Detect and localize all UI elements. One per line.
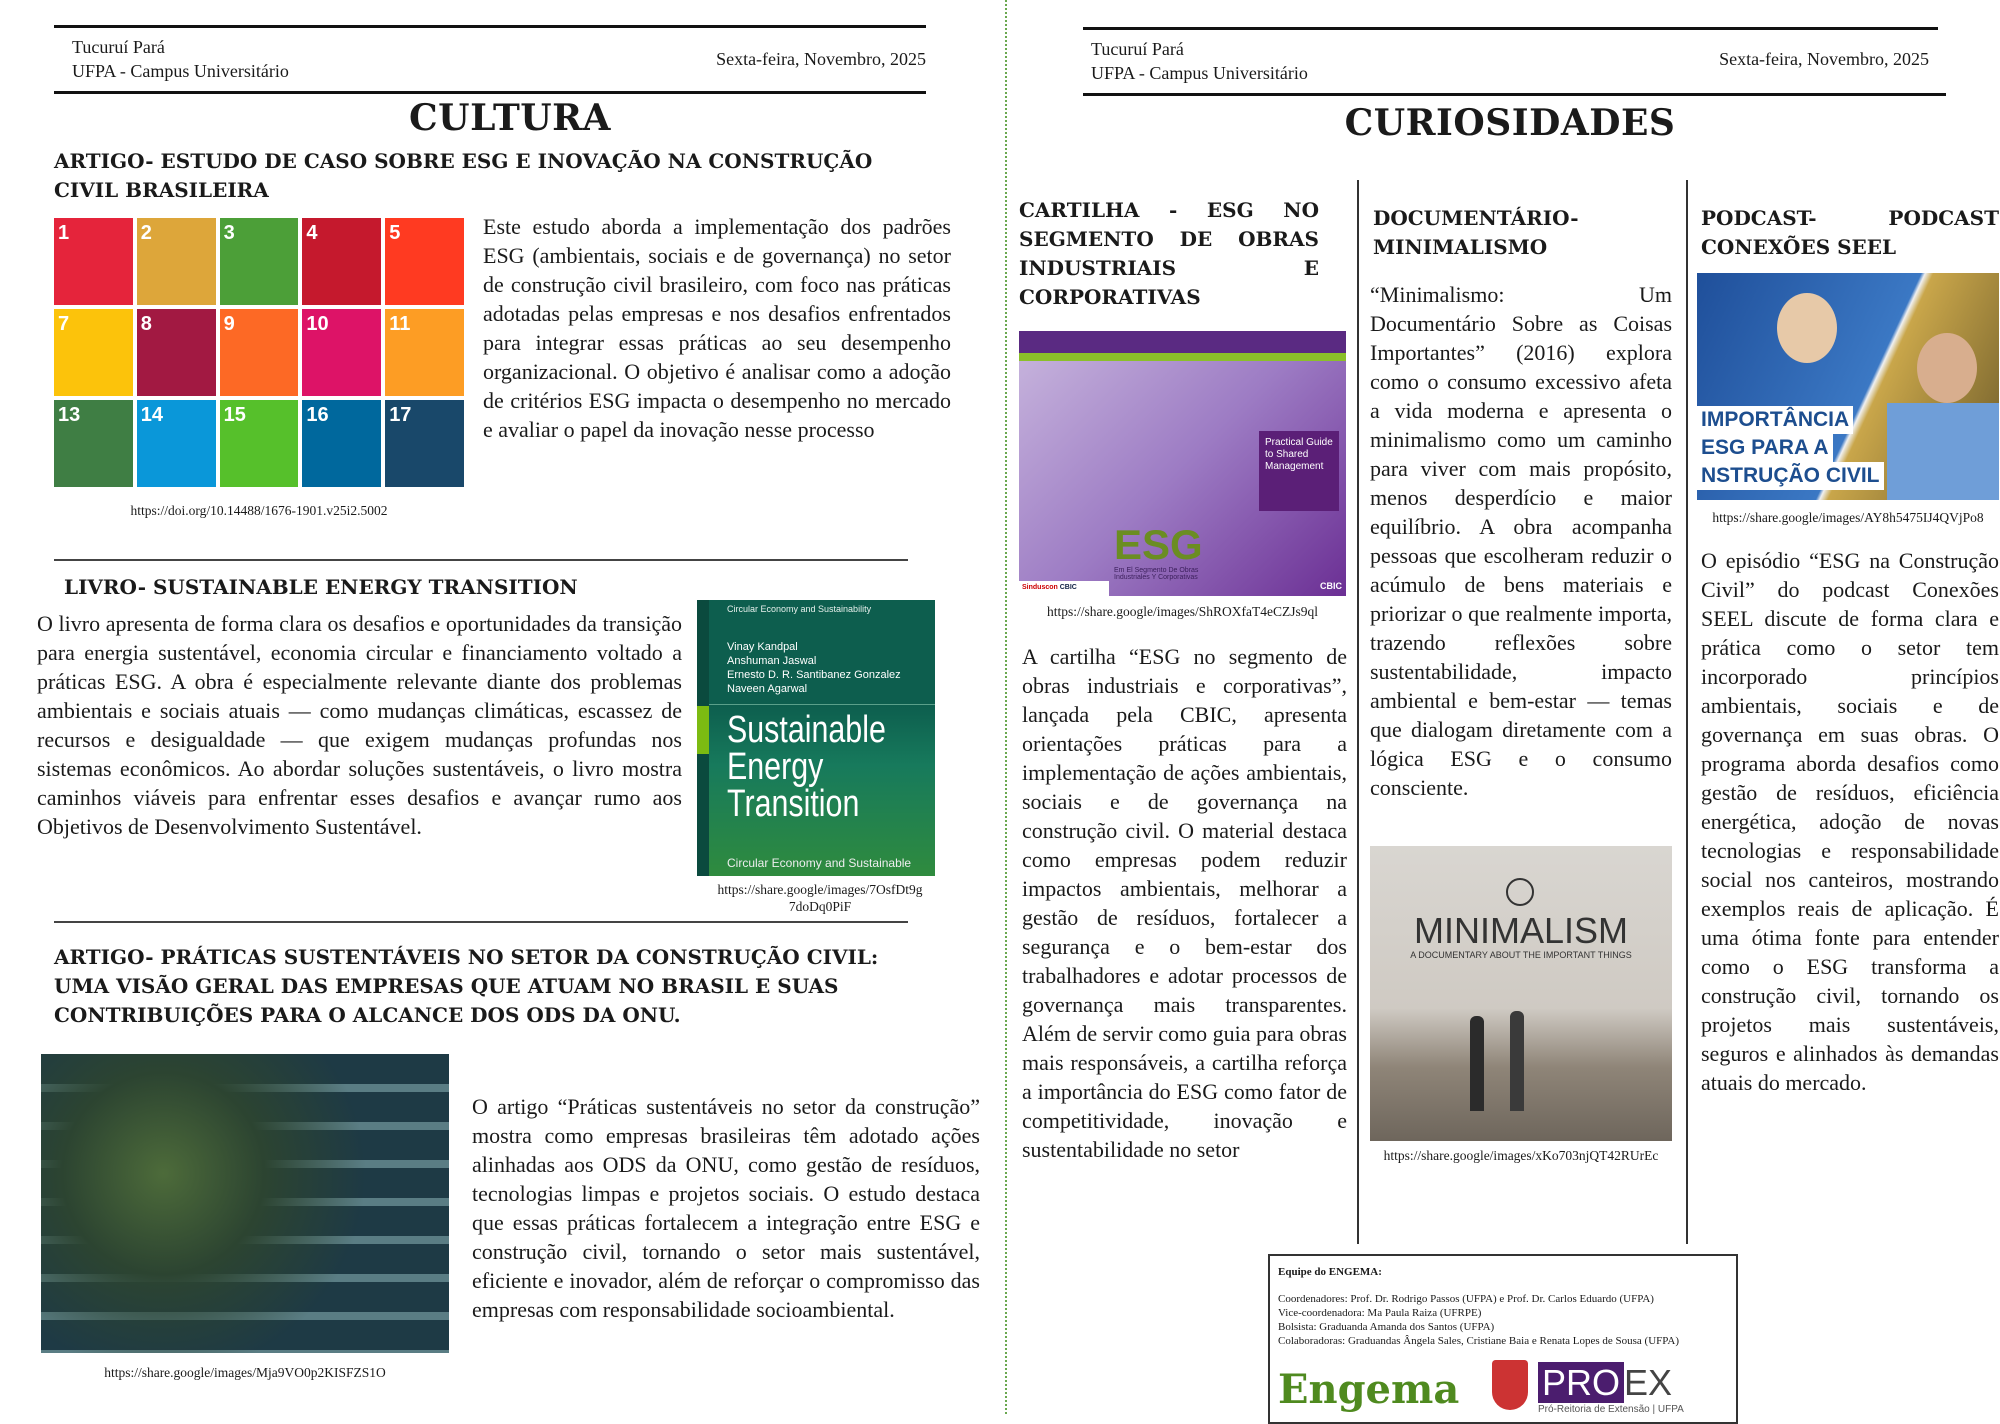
article2-body: O artigo “Práticas sustentáveis no setor da construção” mostra como empresas brasileiras têm adotado ações alinhadas aos ODS da ONU, como gestão de resíduos, tecnologias limpas e projetos sociais. O estudo destaca que essas práticas fortalecem a integração entre ESG e construção civil, tornando o setor mais sustentável, eficiente e inovador, além de reforçar o compromisso das empresas com responsabilidade socioambiental. <box>472 1094 980 1322</box>
sdg-tile: 11 <box>385 309 464 396</box>
book-link[interactable]: https://share.google/images/7OsfDt9g7doDq0PiF <box>717 882 923 914</box>
header-top-rule <box>54 25 926 28</box>
header-location <box>72 35 289 83</box>
section-divider <box>54 559 908 561</box>
page-divider <box>1005 0 1007 1414</box>
section-divider <box>54 921 908 923</box>
esg-cartilha-cover <box>1019 331 1346 596</box>
header-campus: UFPA - Campus Universitário <box>72 61 289 81</box>
ufpa-crest-logo <box>1492 1360 1528 1410</box>
book-authors: Vinay Kandpal Anshuman Jaswal Ernesto D. R. Santibanez Gonzalez Naveen Agarwal <box>727 641 901 695</box>
column-divider <box>1357 180 1359 1244</box>
header-bottom-rule <box>54 91 926 94</box>
book-subtitle: Circular Economy and Sustainable <box>727 856 912 870</box>
sdg-tile: 5 <box>385 218 464 305</box>
minimalism-tagline: A DOCUMENTARY ABOUT THE IMPORTANT THINGS <box>1410 950 1632 960</box>
sdg-tile: 13 <box>54 400 133 487</box>
sdg-tile: 8 <box>137 309 216 396</box>
cartilha-link[interactable]: https://share.google/images/ShROXfaT4eCZJs9ql <box>1046 604 1319 619</box>
sdg-tile: 3 <box>220 218 299 305</box>
sdg-tile: 9 <box>220 309 299 396</box>
team-footer-box <box>1268 1254 1738 1424</box>
documentary-body: “Minimalismo: Um Documentário Sobre as Coisas Importantes” (2016) explora como o consumo excessivo afeta a vida moderna e apresenta o minimalismo como um caminho para viver com mais propósito, menos desperdício e maior equilíbrio. A obra acompanha pessoas que escolheram reduzir o acúmulo de bens materiais e priorizar o que realmente importa, trazendo reflexões sobre sustentabilidade, impacto ambiental e bem-estar — temas que dialogam diretamente com a lógica ESG e o consumo consciente. <box>1370 282 1672 800</box>
article2-link[interactable]: https://share.google/images/Mja9VO0p2KISFZS1O <box>104 1365 386 1380</box>
book-cover-image <box>697 600 935 876</box>
podcast-body: O episódio “ESG na Construção Civil” do podcast Conexões SEEL discute de forma clara e prática como o setor tem incorporado princípios ambientais, sociais e de governança em suas obras. O programa aborda desafios como gestão de resíduos, eficiência energética, adoção de novas tecnologias e responsabilidade social nos canteiros, mostrando exemplos reais de aplicação. É uma ótima fonte para entender como o ESG transforma a construção civil, tornando os projetos mais sustentáveis, seguros e alinhados às demandas atuais do mercado. <box>1701 548 1999 1095</box>
header-city: Tucuruí Pará <box>1091 39 1184 59</box>
podcast-link[interactable]: https://share.google/images/AY8h5475IJ4QVjPo8 <box>1712 510 1984 525</box>
book-body: O livro apresenta de forma clara os desafios e oportunidades da transição para energia sustentável, economia circular e financiamento voltado a práticas ESG. A obra é especialmente relevante diante dos problemas ambientais e sociais atuais — como mudanças climáticas, escassez de recursos e desigualdade — que exigem mudanças profundas nos sistemas econômicos. Ao abordar soluções sustentáveis, o livro mostra caminhos viáveis para enfrentar esses desafios e avançar rumo aos Objetivos de Desenvolvimento Sustentável. <box>37 611 682 839</box>
section-title: CULTURA <box>409 97 611 139</box>
sdg-tile: 15 <box>220 400 299 487</box>
cartilha-esg-label: ESG <box>1114 521 1203 568</box>
article1-heading: ARTIGO- ESTUDO DE CASO SOBRE ESG E INOVAÇÃO NA CONSTRUÇÃO CIVIL BRASILEIRA <box>54 149 873 202</box>
sdg-tile: 16 <box>302 400 381 487</box>
book-series: Circular Economy and Sustainability <box>727 604 872 614</box>
proex-logo: PRO EX Pró-Reitoria de Extensão | UFPA <box>1538 1362 1684 1415</box>
article1-body: Este estudo aborda a implementação dos padrões ESG (ambientais, sociais e de governança) no setor de construção civil brasileiro, com foco nas práticas adotadas pelas empresas e nos desafios enfrentados para integrar essas práticas ao seu desempenho organizacional. O objetivo é analisar como a adoção de critérios ESG impacta o desempenho no mercado e avaliar o papel da inovação nesse processo <box>483 214 951 442</box>
book-heading: LIVRO- SUSTAINABLE ENERGY TRANSITION <box>64 575 578 599</box>
green-building-photo <box>41 1054 449 1353</box>
sdg-tile: 7 <box>54 309 133 396</box>
cartilha-guide-label: Practical Guide to Shared Management <box>1259 431 1339 511</box>
engema-logo: Engema <box>1278 1366 1460 1413</box>
cartilha-body: A cartilha “ESG no segmento de obras industriais e corporativas”, lançada pela CBIC, apresenta orientações práticas para a implementação de ações ambientais, sociais e de governança na construção civil. O material destaca como empresas podem reduzir impactos ambientais, melhorar a gestão de resíduos, fortalecer a segurança e o bem-estar dos trabalhadores e adotar processos de governança mais transparentes. Além de servir como guia para obras mais responsáveis, a cartilha reforça a importância do ESG como fator de competitividade, inovação e sustentabilidade no setor <box>1022 644 1347 1162</box>
book-title: Sustainable Energy Transition <box>727 709 886 825</box>
sdg-tile: 4 <box>302 218 381 305</box>
podcast-heading: PODCAST- PODCAST CONEXÕES SEEL <box>1701 206 1999 259</box>
cartilha-logo-cbic: CBIC <box>1320 581 1342 591</box>
sdg-tile: 14 <box>137 400 216 487</box>
podcast-thumbnail-title: IMPORTÂNCIA ESG PARA A NSTRUÇÃO CIVIL <box>1697 406 1884 490</box>
header-date: Sexta-feira, Novembro, 2025 <box>1719 49 1929 69</box>
article2-heading: ARTIGO- PRÁTICAS SUSTENTÁVEIS NO SETOR DA CONSTRUÇÃO CIVIL: UMA VISÃO GERAL DAS EMPRESAS QUE ATUAM NO BRASIL E SUAS CONTRIBUIÇÕES PARA O ALCANCE DOS ODS DA ONU. <box>54 945 879 1027</box>
section-title: CURIOSIDADES <box>1344 102 1676 144</box>
sdg-tile: 10 <box>302 309 381 396</box>
podcast-thumbnail <box>1697 273 1999 500</box>
cartilha-heading: CARTILHA - ESG NO SEGMENTO DE OBRAS INDUSTRIAIS E CORPORATIVAS <box>1019 198 1319 309</box>
sdg-goals-image <box>54 218 464 487</box>
header-bottom-rule <box>1083 93 1946 96</box>
header-city: Tucuruí Pará <box>72 37 165 57</box>
documentary-link[interactable]: https://share.google/images/xKo703njQT42RUrEc <box>1383 1148 1659 1163</box>
cartilha-sub-label: Em El Segmento De Obras Industriales Y Corporativas <box>1114 567 1199 581</box>
header-date: Sexta-feira, Novembro, 2025 <box>716 49 926 69</box>
team-title: Equipe do ENGEMA: <box>1278 1266 1382 1278</box>
header-location <box>1091 37 1308 85</box>
sdg-tile: 2 <box>137 218 216 305</box>
minimalism-title: MINIMALISM <box>1413 910 1628 951</box>
sdg-tile: 1 <box>54 218 133 305</box>
documentary-heading: DOCUMENTÁRIO- MINIMALISMO <box>1373 206 1579 259</box>
header-campus: UFPA - Campus Universitário <box>1091 63 1308 83</box>
column-divider <box>1686 180 1688 1244</box>
sdg-tile: 17 <box>385 400 464 487</box>
team-members: Coordenadores: Prof. Dr. Rodrigo Passos (UFPA) e Prof. Dr. Carlos Eduardo (UFPA) Vice-coordenadora: Ma Paula Raiza (UFRPE) Bolsista: Graduanda Amanda dos Santos (UFPA) Colaboradoras: Graduandas Ângela Sales, Cristiane Baia e Renata Lopes de Sousa (UFPA) <box>1278 1293 1680 1347</box>
article1-link[interactable]: https://doi.org/10.14488/1676-1901.v25i2.5002 <box>130 503 388 518</box>
minimalism-poster <box>1370 846 1672 1141</box>
cartilha-logos: Sinduscon CBIC <box>1019 581 1109 596</box>
header-top-rule <box>1083 27 1938 30</box>
